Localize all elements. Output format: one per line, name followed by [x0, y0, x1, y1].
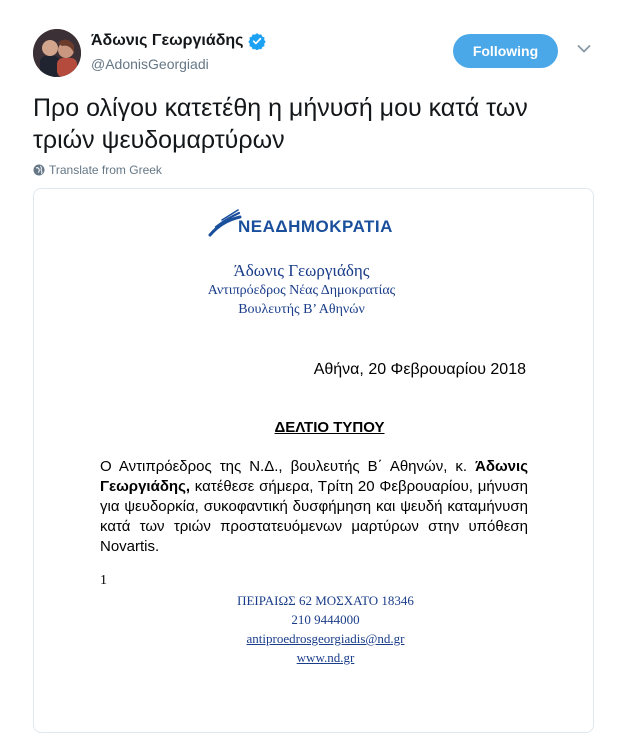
document-footer: [34, 591, 594, 667]
footer-email: antiproedrosgeorgiadis@nd.gr: [246, 631, 405, 646]
avatar-image: [33, 29, 81, 77]
user-name-row: [91, 32, 266, 50]
body-rest: κατέθεσε σήμερα, Τρίτη 20 Φεβρουαρίου, μήνυση για ψευδορκία, συκοφαντική δυσφήμηση και ψευδή καταμήνυση κατά των τριών προστατευόμενων μαρτύρων στην υπόθεση Novartis.: [100, 478, 528, 555]
footer-website: www.nd.gr: [296, 650, 355, 665]
press-release-body: [100, 457, 528, 557]
display-name[interactable]: Άδωνις Γεωργιάδης: [91, 32, 244, 49]
profile-avatar[interactable]: [33, 29, 81, 77]
footer-address: ΠΕΙΡΑΙΩΣ 62 ΜΟΣΧΑΤΟ 18346: [237, 593, 414, 608]
verified-badge-icon: [248, 32, 266, 50]
chevron-down-icon[interactable]: [577, 44, 591, 54]
translate-link[interactable]: [33, 163, 162, 177]
translate-label[interactable]: Translate from Greek: [49, 163, 162, 177]
page-number: 1: [100, 573, 107, 588]
press-release-title: ΔΕΛΤΙΟ ΤΥΠΟΥ: [274, 419, 385, 436]
document-date: Αθήνα, 20 Φεβρουαρίου 2018: [313, 361, 526, 378]
globe-icon: [33, 164, 45, 176]
footer-phone: 210 9444000: [291, 612, 360, 627]
tweet-text: Προ ολίγου κατετέθη η μήνυσή μου κατά των τριών ψευδομαρτύρων: [33, 94, 528, 154]
nd-logo-text: ΝΕΑΔΗΜΟΚΡΑΤΙΑ: [238, 217, 393, 236]
letterhead-role: Αντιπρόεδρος Νέας Δημοκρατίας: [207, 283, 396, 298]
body-bold-name: Άδωνις Γεωργιάδης,: [100, 458, 528, 495]
nd-logo: [206, 209, 393, 239]
user-handle[interactable]: @AdonisGeorgiadi: [91, 56, 209, 72]
body-intro: Ο Αντιπρόεδρος της Ν.Δ., βουλευτής Β΄ Αθηνών, κ.: [100, 458, 476, 475]
letterhead-name: Άδωνις Γεωργιάδης: [233, 261, 370, 280]
letterhead-seat: Βουλευτής Β’ Αθηνών: [238, 302, 365, 317]
following-button[interactable]: Following: [453, 34, 558, 68]
tweet-media-document[interactable]: [33, 188, 594, 733]
letterhead: [34, 261, 594, 319]
